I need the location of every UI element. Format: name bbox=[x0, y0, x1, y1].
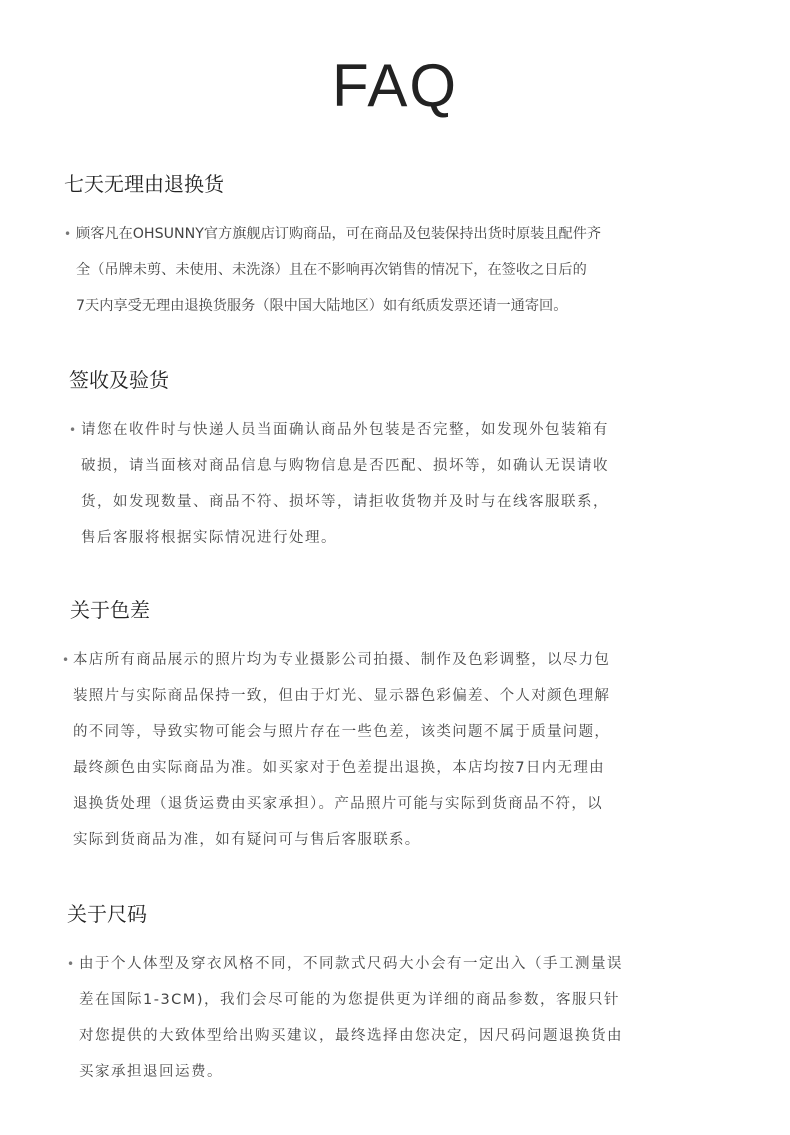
body-line: 破损，请当面核对商品信息与购物信息是否匹配、损坏等，如确认无误请收 bbox=[81, 458, 609, 474]
faq-section-color-difference bbox=[62, 596, 690, 858]
body-line: 7天内享受无理由退换货服务（限中国大陆地区）如有纸质发票还请一通寄回。 bbox=[76, 298, 568, 314]
bullet-icon: • bbox=[62, 653, 70, 667]
section-heading: 签收及验货 bbox=[69, 368, 169, 392]
body-line: 的不同等，导致实物可能会与照片存在一些色差，该类问题不属于质量问题， bbox=[73, 724, 611, 740]
faq-section-return-policy bbox=[64, 170, 684, 324]
page-title: FAQ bbox=[331, 52, 459, 119]
section-body bbox=[64, 216, 684, 324]
body-line: 实际到货商品为准，如有疑问可与售后客服联系。 bbox=[73, 832, 421, 848]
section-body bbox=[69, 412, 689, 556]
body-line: 售后客服将根据实际情况进行处理。 bbox=[81, 530, 337, 546]
body-line: 差在国际1-3CM)，我们会尽可能的为您提供更为详细的商品参数，客服只针 bbox=[79, 992, 620, 1008]
body-line: 请您在收件时与快递人员当面确认商品外包装是否完整，如发现外包装箱有 bbox=[81, 422, 609, 438]
section-body bbox=[67, 946, 687, 1090]
section-body bbox=[62, 642, 690, 858]
section-heading: 七天无理由退换货 bbox=[64, 172, 224, 196]
faq-section-receipt-inspection bbox=[69, 366, 689, 556]
body-line: 本店所有商品展示的照片均为专业摄影公司拍摄、制作及色彩调整，以尽力包 bbox=[73, 652, 611, 668]
bullet-icon: • bbox=[69, 423, 77, 437]
section-heading: 关于尺码 bbox=[67, 902, 147, 926]
body-line: 对您提供的大致体型给出购买建议，最终选择由您决定，因尺码问题退换货由 bbox=[79, 1028, 623, 1044]
bullet-icon: • bbox=[64, 227, 72, 241]
body-line: 装照片与实际商品保持一致，但由于灯光、显示器色彩偏差、个人对颜色理解 bbox=[73, 688, 611, 704]
body-line: 最终颜色由实际商品为准。如买家对于色差提出退换，本店均按7日内无理由 bbox=[73, 760, 605, 776]
body-line: 顾客凡在OHSUNNY官方旗舰店订购商品，可在商品及包装保持出货时原装且配件齐 bbox=[76, 226, 602, 242]
section-heading: 关于色差 bbox=[70, 598, 150, 622]
body-line: 由于个人体型及穿衣风格不同，不同款式尺码大小会有一定出入（手工测量误 bbox=[79, 956, 623, 972]
body-line: 退换货处理（退货运费由买家承担）。产品照片可能与实际到货商品不符，以 bbox=[73, 796, 603, 812]
body-line: 货，如发现数量、商品不符、损坏等，请拒收货物并及时与在线客服联系， bbox=[81, 494, 609, 510]
body-line: 全（吊牌未剪、未使用、未洗涤）且在不影响再次销售的情况下，在签收之日后的 bbox=[76, 262, 587, 278]
faq-section-sizing bbox=[67, 900, 687, 1090]
bullet-icon: • bbox=[67, 957, 75, 971]
body-line: 买家承担退回运费。 bbox=[79, 1064, 223, 1080]
